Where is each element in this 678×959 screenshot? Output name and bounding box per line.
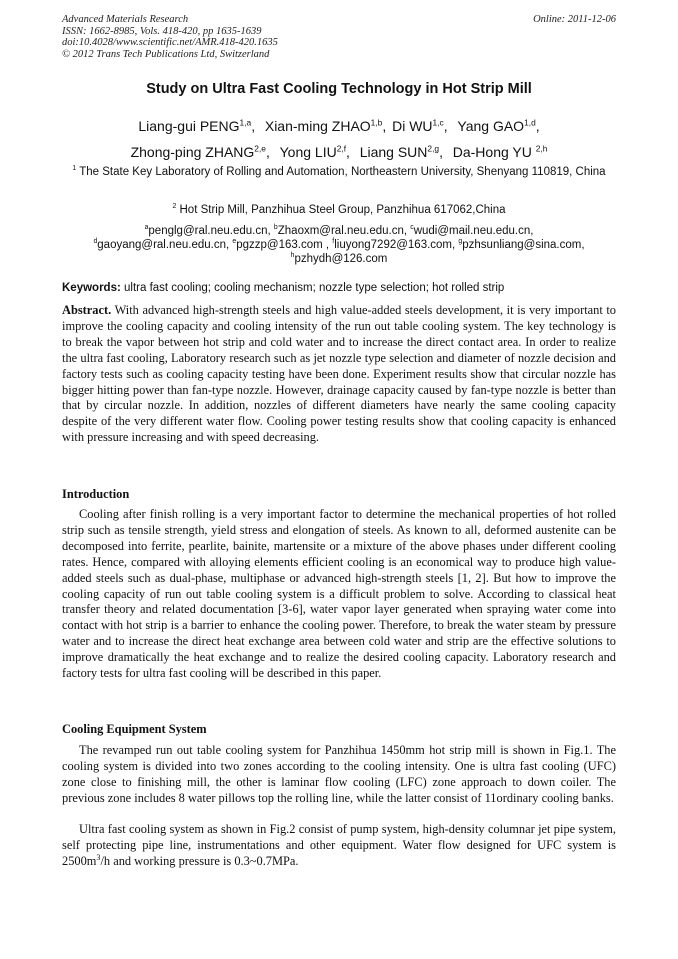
author: Yang GAO$^{1,d}$, [457, 117, 540, 134]
affiliation-1: $^1$ The State Key Laboratory of Rolling and Automation, Northeastern University, Shenyang 110819, China [72, 165, 606, 178]
author-line-1 [40, 117, 638, 135]
author: Xian-ming ZHAO$^{1,b}$, [264, 117, 387, 134]
keywords [62, 281, 616, 296]
email: $^h$pzhydh@126.com [290, 252, 388, 265]
email: $^g$pzhsunliang@sina.com, [458, 238, 585, 251]
email: $^b$Zhaoxm@ral.neu.edu.cn, [273, 224, 408, 237]
journal-copyright: © 2012 Trans Tech Publications Ltd, Switzerland [62, 48, 270, 60]
email: $^e$pgzzp@163.com , [232, 238, 330, 251]
affiliation-2: $^2$ Hot Strip Mill, Panzhihua Steel Group, Panzhihua 617062,China [172, 203, 506, 216]
author-line-2 [40, 143, 638, 161]
email: $^c$wudi@mail.neu.edu.cn, [410, 224, 534, 237]
email: $^f$liuyong7292@163.com, [332, 238, 456, 251]
abstract-text: With advanced high-strength steels and high value-added steels development, it is very important to improve the cooling capacity and cooling intensity of the run out table cooling system. The key technology is to break the vapor between hot strip and cold water and to increase the direct contact area. In order to realize the ultra fast cooling, Laboratory research such as jet nozzle type selection and diameter of nozzle decision and factory tests such as cooling capacity testing have been done. Experiment results show that circular nozzle has bigger hitting power than fan-type nozzle. However, drainage capacity caused by fan-type nozzle is better than that by circular nozzle. In addition, nozzles of different diameters have nearly the same cooling capacity despite of the very different water flow. Cooling power testing results show that cooling capacity is enhanced with pressure increasing and with speed decreasing. [62, 303, 617, 445]
journal-issn: ISSN: 1662-8985, Vols. 418-420, pp 1635-1639 [62, 25, 262, 37]
introduction-paragraph: Cooling after finish rolling is a very important factor to determine the mechanical properties of hot rolled strip such as tensile strength, yield stress and elongation of steels. As known to all, deformed austenite can be decomposed into ferrite, pearlite, bainite, martensite or a mixture of the above phases under different cooling rates. Hence, compared with alloying elements efficient cooling is an economical way to produce high value-added steels such as dual-phase, multiphase or advanced high-strength steels [1, 2]. But how to improve the cooling capacity of run out table cooling system is a difficult problem to solve. According to classical heat transfer theory and related documentation [3-6], water vapor layer generated when spraying water come into contact with hot strip is a barrier to enhance the cooling power. Therefore, to break the water steam by pressure water and to increase the direct heat exchange area between cold water and strip are the effective solutions to improve dramatically the heat exchange and to realize the desired cooling capacity. Laboratory research and factory tests for ultra fast cooling will be described in this paper. [62, 507, 616, 681]
journal-name: Advanced Materials Research [62, 14, 189, 25]
author: Yong LIU$^{2,f}$, [279, 143, 350, 160]
keywords-text: ultra fast cooling; cooling mechanism; nozzle type selection; hot rolled strip [124, 282, 505, 294]
email-list [62, 224, 616, 266]
cooling-equipment-heading: Cooling Equipment System [62, 722, 207, 736]
author: Di WU$^{1,c}$, [392, 117, 448, 134]
email: $^a$penglg@ral.neu.edu.cn, [144, 224, 271, 237]
author: Liang SUN$^{2,g}$, [359, 143, 443, 160]
journal-doi: doi:10.4028/www.scientific.net/AMR.418-420.1635 [62, 37, 278, 48]
cooling-paragraph-2: Ultra fast cooling system as shown in Fig.2 consist of pump system, high-density columnar jet pipe system, self protecting pipe line, instrumentations and other equipment. Water flow designed for UFC system is $2500m^3/h$ and working pressure is 0.3~0.7MPa. [62, 822, 616, 868]
introduction-heading: Introduction [62, 487, 130, 501]
author: Zhong-ping ZHANG$^{2,e}$, [130, 143, 270, 160]
abstract [62, 303, 616, 446]
keywords-label: Keywords: [62, 282, 121, 294]
paper-title: Study on Ultra Fast Cooling Technology in Hot Strip Mill [146, 81, 532, 97]
online-date: Online: 2011-12-06 [533, 14, 616, 25]
cooling-paragraph-1: The revamped run out table cooling system for Panzhihua 1450mm hot strip mill is shown in Fig.1. The cooling system is divided into two zones according to the cooling intensity. One is ultra fast cooling (UFC) zone close to finishing mill, the other is laminar flow cooling (LFC) zone approach to down coiler. The previous zone includes 8 water pillows top the rolling line, while the latter consist of 11ordinary cooling banks. [62, 743, 616, 805]
email: $^d$gaoyang@ral.neu.edu.cn, [93, 238, 230, 251]
author: Liang-gui PENG$^{1,a}$, [138, 117, 256, 134]
author: Da-Hong YU $^{2,h}$ [452, 143, 548, 160]
abstract-label: Abstract. [62, 303, 112, 317]
